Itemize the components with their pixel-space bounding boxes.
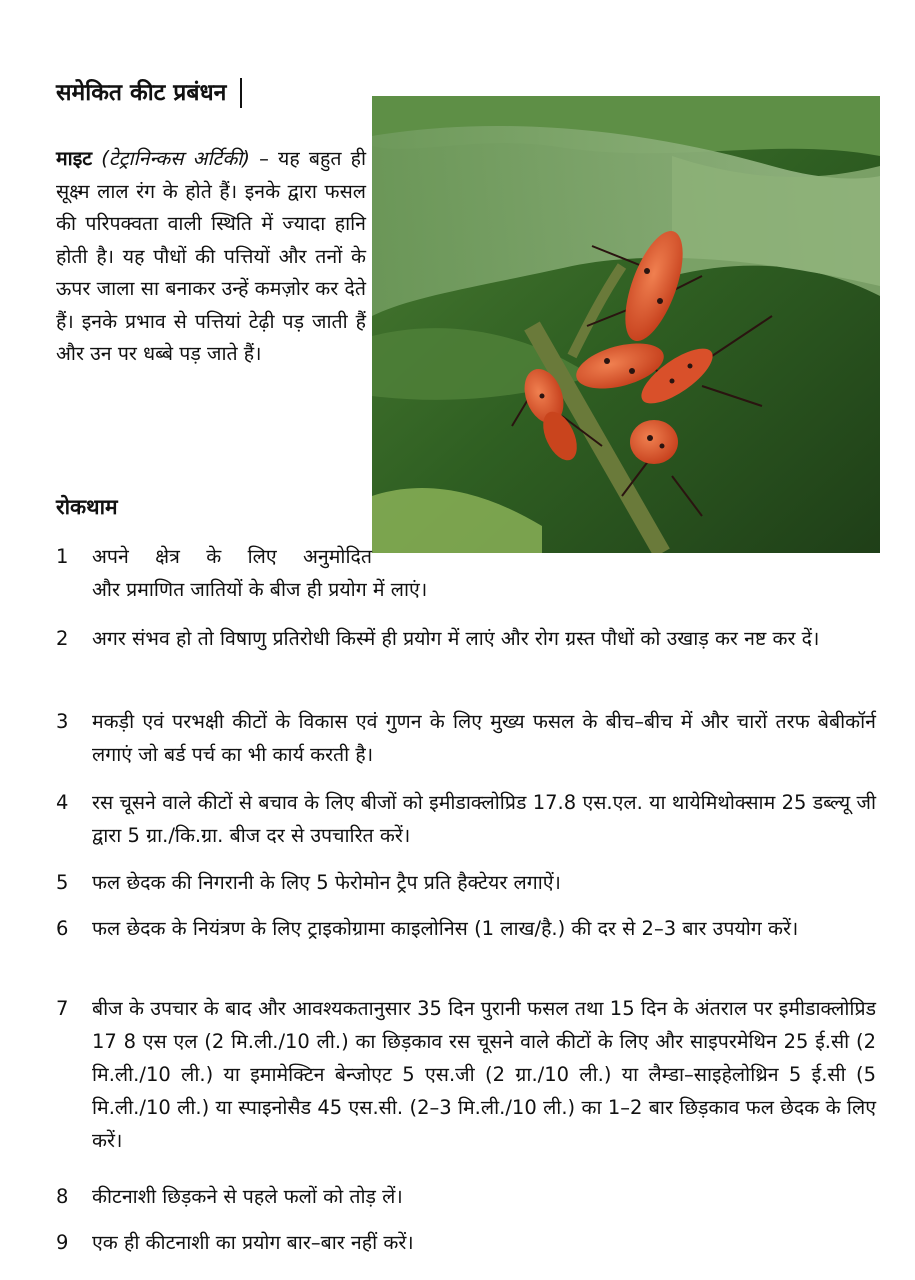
list-item-text: फल छेदक की निगरानी के लिए 5 फेरोमोन ट्रैप प्रति हैक्टेयर लगाऐं।: [92, 871, 561, 894]
list-item: [56, 540, 876, 606]
list-item-number: 9: [56, 1231, 69, 1254]
list-item: [56, 866, 876, 899]
list-item-text: और प्रमाणित जातियों के बीज ही प्रयोग में लाएं।: [92, 578, 428, 601]
page-title: समेकित कीट प्रबंधन: [56, 78, 242, 108]
mite-description: यह बहुत ही सूक्ष्म लाल रंग के होते हैं। इनके द्वारा फसल की परिपक्वता वाली स्थिति में ज्यादा हानि होती है। यह पौधों की पत्तियों और तनों के ऊपर जाला सा बनाकर उन्हें कमज़ोर कर देते हैं। इनके प्रभाव से पत्तियां टेढ़ी पड़ जाती हैं और उन पर धब्बे पड़ जाते हैं।: [56, 147, 366, 365]
bug-photo-illustration: [372, 96, 880, 553]
list-item: [56, 622, 876, 655]
list-item-number: 1: [56, 545, 69, 568]
list-item-text: मकड़ी एवं परभक्षी कीटों के विकास एवं गुणन के लिए मुख्य फसल के बीच–बीच में और चारों तरफ बेबीकॉर्न लगाएं जो बर्ड पर्च का भी कार्य करती है।: [92, 710, 876, 766]
list-item: [56, 1226, 876, 1259]
photo-red-cotton-bugs-on-leaf: [372, 96, 880, 553]
list-item-number: 4: [56, 791, 69, 814]
mite-intro-paragraph: [56, 143, 366, 371]
list-item-text: रस चूसने वाले कीटों से बचाव के लिए बीजों को इमीडाक्लोप्रिड 17.8 एस.एल. या थायेमिथोक्साम 25 डब्ल्यू जी द्वारा 5 ग्रा./कि.ग्रा. बीज दर से उपचारित करें।: [92, 791, 876, 847]
list-item-number: 5: [56, 871, 69, 894]
prevention-heading: रोकथाम: [56, 495, 118, 519]
list-item: [56, 912, 876, 945]
list-item-text: फल छेदक के नियंत्रण के लिए ट्राइकोग्रामा काइलोनिस (1 लाख/है.) की दर से 2–3 बार उपयोग करें।: [92, 917, 799, 940]
list-item: [56, 786, 876, 852]
list-item-text: अगर संभव हो तो विषाणु प्रतिरोधी किस्में ही प्रयोग में लाएं और रोग ग्रस्त पौधों को उखाड़ कर नष्ट कर दें।: [92, 627, 820, 650]
list-item-text: बीज के उपचार के बाद और आवश्यकतानुसार 35 दिन पुरानी फसल तथा 15 दिन के अंतराल पर इमीडाक्लोप्रिड 17 8 एस एल (2 मि.ली./10 ली.) का छिड़काव रस चूसने वाले कीटों के लिए और साइपरमेथिन 25 ई.सी (2 मि.ली./10 ली.) या इमामेक्टिन बेन्जोएट 5 एस.जी (2 ग्रा./10 ली.) या लैम्डा–साइहेलोथ्रिन 5 ई.सी (5 मि.ली./10 ली.) या स्पाइनोसैड 45 एस.सी. (2–3 मि.ली./10 ली.) का 1–2 बार छिड़काव फल छेदक के लिए करें।: [92, 997, 876, 1152]
list-item-number: 2: [56, 627, 69, 650]
list-item-number: 8: [56, 1185, 69, 1208]
list-item-text: एक ही कीटनाशी का प्रयोग बार–बार नहीं करें।: [92, 1231, 414, 1254]
list-item-text-line1: अपने क्षेत्र के लिए अनुमोदित: [92, 545, 372, 568]
mite-name: माइट: [56, 147, 93, 170]
list-item: [56, 992, 876, 1157]
intro-dash: –: [249, 147, 269, 170]
list-item-number: 7: [56, 997, 69, 1020]
mite-scientific-name: (टेट्रानिन्कस अर्टिकी): [101, 147, 250, 170]
list-item-number: 6: [56, 917, 69, 940]
list-item-text: कीटनाशी छिड़कने से पहले फलों को तोड़ लें।: [92, 1185, 403, 1208]
list-item-number: 3: [56, 710, 69, 733]
list-item: [56, 1180, 876, 1213]
list-item: [56, 705, 876, 771]
